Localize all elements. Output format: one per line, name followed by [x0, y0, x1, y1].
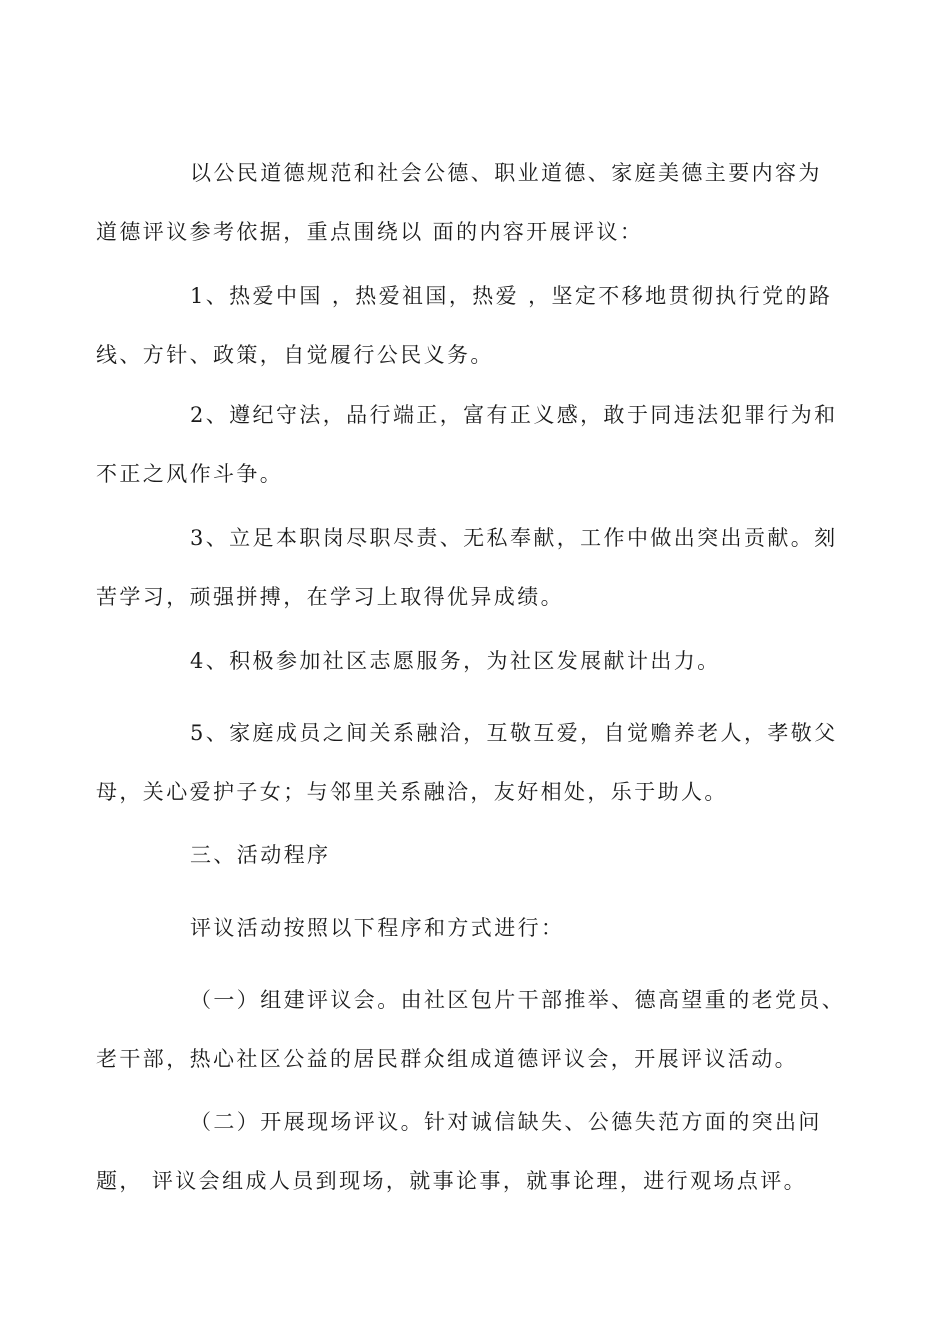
paragraph-step-1 — [96, 971, 846, 1089]
text-line: 3、立足本职岗尽职尽责、无私奉献，工作中做出突出贡献。刻 — [190, 526, 838, 550]
paragraph-item-3 — [96, 509, 843, 627]
paragraph-step-2 — [96, 1093, 843, 1211]
text-line: 评议活动按照以下程序和方式进行： — [190, 916, 565, 940]
text-line: 1、热爱中国 ，热爱祖国，热爱 ，坚定不移地贯彻执行党的路 — [190, 284, 833, 308]
text-line: （二）开展现场评议。针对诚信缺失、公德失范方面的突出问 — [190, 1110, 822, 1134]
text-line: 道德评议参考依据，重点围绕以 面的内容开展评议： — [96, 220, 644, 244]
text-line: 三、活动程序 — [190, 843, 331, 867]
paragraph-item-4 — [143, 632, 843, 691]
paragraph-item-2 — [96, 386, 843, 504]
section-heading — [143, 826, 843, 885]
text-line: 2、遵纪守法，品行端正，富有正义感，敢于同违法犯罪行为和 — [190, 403, 838, 427]
text-line: 不正之风作斗争。 — [96, 462, 284, 486]
paragraph-1 — [96, 144, 843, 262]
text-line: 4、积极参加社区志愿服务，为社区发展献计出力。 — [190, 649, 721, 673]
paragraph-item-1 — [96, 267, 843, 385]
text-line: 苦学习，顽强拼搏，在学习上取得优异成绩。 — [96, 585, 564, 609]
text-line: （一）组建评议会。由社区包片干部推举、德高望重的老党员、 — [190, 988, 846, 1012]
paragraph-intro — [143, 899, 843, 958]
text-line: 以公民道德规范和社会公德、职业道德、家庭美德主要内容为 — [190, 161, 822, 185]
paragraph-item-5 — [96, 704, 843, 822]
text-line: 5、家庭成员之间关系融洽，互敬互爱，自觉赡养老人，孝敬父 — [190, 721, 838, 745]
text-line: 母，关心爱护子女；与邻里关系融洽，友好相处，乐于助人。 — [96, 780, 728, 804]
text-line: 老干部，热心社区公益的居民群众组成道德评议会，开展评议活动。 — [96, 1047, 798, 1071]
text-line: 题， 评议会组成人员到现场，就事论事，就事论理，进行观场点评。 — [96, 1169, 808, 1193]
text-line: 线、方针、政策，自觉履行公民义务。 — [96, 343, 494, 367]
